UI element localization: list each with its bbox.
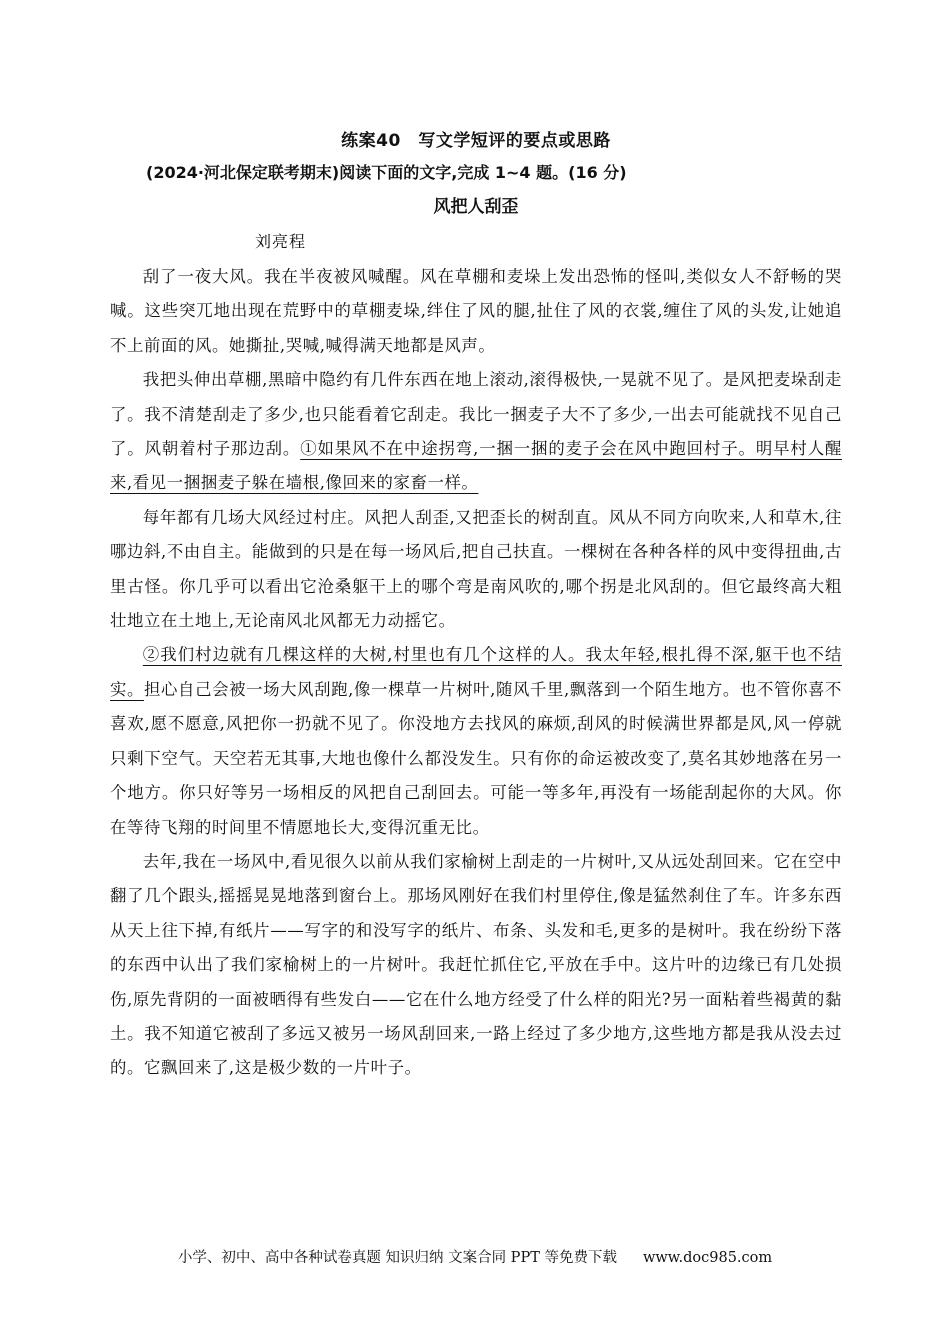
question-instruction: (2024·河北保定联考期末)阅读下面的文字,完成 1~4 题。(16 分) (146, 163, 627, 182)
story-paragraph (110, 638, 842, 844)
exercise-title: 练案40 写文学短评的要点或思路 (341, 131, 611, 151)
footer-site-link[interactable]: www.doc985.com (642, 1250, 773, 1266)
story-paragraph (110, 363, 842, 501)
story-body (110, 260, 842, 1086)
paragraph-text: 去年,我在一场风中,看见很久以前从我们家榆树上刮走的一片树叶,又从远处刮回来。它在空中翻了几个跟头,摇摇晃晃地落到窗台上。那场风刚好在我们村里停住,像是猛然刹住了车。许多东西从天上往下掉,有纸片——写字的和没写字的纸片、布条、头发和毛,更多的是树叶。我在纷纷下落的东西中认出了我们家榆树上的一片树叶。我赶忙抓住它,平放在手中。这片叶的边缘已有几处损伤,原先背阴的一面被晒得有些发白——它在什么地方经受了什么样的阳光?另一面粘着些褐黄的黏土。我不知道它被刮了多远又被另一场风刮回来,一路上经过了多少地方,这些地方都是我从没去过的。它飘回来了,这是极少数的一片叶子。 (110, 851, 842, 1078)
paragraph-text: 每年都有几场大风经过村庄。风把人刮歪,又把歪长的树刮直。风从不同方向吹来,人和草木,往哪边斜,不由自主。能做到的只是在每一场风后,把自己扶直。一棵树在各种各样的风中变得扭曲,古里古怪。你几乎可以看出它沧桑躯干上的哪个弯是南风吹的,哪个拐是北风刮的。但它最终高大粗壮地立在土地上,无论南风北风都无力动摇它。 (110, 507, 842, 631)
paragraph-text: 刮了一夜大风。我在半夜被风喊醒。风在草棚和麦垛上发出恐怖的怪叫,类似女人不舒畅的哭喊。这些突兀地出现在荒野中的草棚麦垛,绊住了风的腿,扯住了风的衣裳,缠住了风的头发,让她追不上前面的风。她撕扯,哭喊,喊得满天地都是风声。 (110, 267, 842, 355)
paragraph-text: 我把头伸出草棚,黑暗中隐约有几件东西在地上滚动,滚得极快,一晃就不见了。是风把麦垛刮走了。我不清楚刮走了多少,也只能看着它刮走。我比一捆麦子大不了多少,一出去可能就找不见自己了。风朝着村子那边刮。 (110, 370, 842, 459)
story-paragraph (110, 260, 842, 363)
story-author: 刘亮程 (255, 232, 307, 251)
page-footer (0, 1248, 950, 1268)
document-page (110, 128, 842, 1086)
paragraph-text: 担心自己会被一场大风刮跑,像一棵草一片树叶,随风千里,飘落到一个陌生地方。也不管你喜不喜欢,愿不愿意,风把你一扔就不见了。你没地方去找风的麻烦,刮风的时候满世界都是风,风一停就只剩下空气。天空若无其事,大地也像什么都没发生。只有你的命运被改变了,莫名其妙地落在另一个地方。你只好等另一场相反的风把自己刮回去。可能一等多年,再没有一场能刮起你的大风。你在等待飞翔的时间里不情愿地长大,变得沉重无比。 (110, 679, 842, 837)
underlined-sentence: ①如果风不在中途拐弯,一捆一捆的麦子会在风中跑回村子。明早村人醒来,看见一捆捆麦子躲在墙根,像回来的家畜一样。 (110, 439, 842, 493)
story-paragraph (110, 501, 842, 639)
footer-text: 小学、初中、高中各种试卷真题 知识归纳 文案合同 PPT 等免费下载 (177, 1250, 617, 1266)
story-paragraph (110, 845, 842, 1086)
story-title: 风把人刮歪 (433, 197, 519, 217)
underlined-sentence: ②我们村边就有几棵这样的大树,村里也有几个这样的人。我太年轻,根扎得不深,躯干也不结实。 (110, 645, 842, 699)
